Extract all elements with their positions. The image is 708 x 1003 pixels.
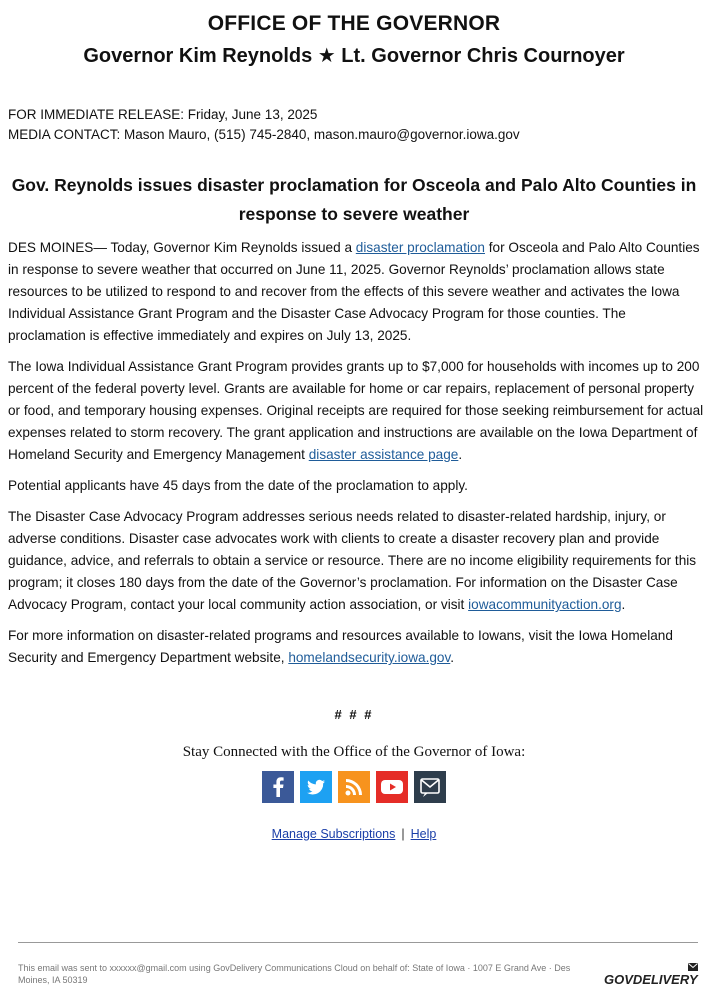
- svg-text:GOVDELIVERY: GOVDELIVERY: [604, 972, 698, 987]
- governors-line: Governor Kim Reynolds ★ Lt. Governor Chris Cournoyer: [83, 45, 625, 67]
- paragraph-grant-program: The Iowa Individual Assistance Grant Program provides grants up to $7,000 for households with incomes up to 200 percent of the federal poverty level. Grants are available for home or car repairs, replacement of personal property or food, and temporary housing expenses. Original receipts are required for those seeking reimbursement for actual expenses related to storm recovery. The grant application and instructions are available on the Iowa Department of Homeland Security and Emergency Management disaster assistance page.: [8, 359, 704, 462]
- release-date: FOR IMMEDIATE RELEASE: Friday, June 13, 2025: [8, 107, 318, 122]
- link-separator: |: [401, 827, 405, 841]
- twitter-icon[interactable]: [300, 771, 332, 803]
- youtube-icon[interactable]: [376, 771, 408, 803]
- email-icon[interactable]: [414, 771, 446, 803]
- paragraph-case-advocacy: The Disaster Case Advocacy Program addresses serious needs related to disaster-related hardship, injury, or adverse conditions. Disaster case advocates work with clients to create a disaster recovery plan and provide guidance, advice, and referrals to obtain a service or resource. There are no income eligibility requirements for this program; it closes 180 days from the date of the Governor’s proclamation. For information on the Disaster Case Advocacy Program, contact your local community action association, or visit iowacommunityaction.org.: [8, 509, 697, 612]
- release-info: [8, 105, 708, 145]
- press-body: [0, 237, 708, 669]
- subscription-links: [0, 827, 708, 841]
- stay-connected-text: Stay Connected with the Office of the Governor of Iowa:: [182, 744, 526, 760]
- paragraph-intro: DES MOINES— Today, Governor Kim Reynolds issued a disaster proclamation for Osceola and Palo Alto Counties in response to severe weather that occurred on June 11, 2025. Governor Reynolds’ proclamation allows state resources to be utilized to respond to and recover from the effects of this severe weather and activates the Iowa Individual Assistance Grant Program and the Disaster Case Advocacy Program for those counties. The proclamation is effective immediately and expires on July 13, 2025.: [8, 240, 700, 343]
- disaster-proclamation-link[interactable]: disaster proclamation: [355, 240, 485, 255]
- footer-divider: [18, 942, 698, 943]
- homeland-security-link[interactable]: homelandsecurity.iowa.gov: [288, 650, 451, 665]
- paragraph-deadline: Potential applicants have 45 days from the date of the proclamation to apply.: [8, 478, 468, 493]
- paragraph-more-info: For more information on disaster-related programs and resources available to Iowans, visit the Iowa Homeland Security and Emergency Department website, homelandsecurity.iowa.gov.: [8, 628, 673, 665]
- help-link[interactable]: Help: [410, 827, 437, 841]
- disaster-assistance-page-link[interactable]: disaster assistance page: [308, 447, 459, 462]
- end-marker: # # #: [334, 707, 374, 722]
- iowa-community-action-link[interactable]: iowacommunityaction.org: [468, 597, 622, 612]
- press-headline: Gov. Reynolds issues disaster proclamation for Osceola and Palo Alto Counties in response to severe weather: [11, 175, 697, 224]
- manage-subscriptions-link[interactable]: Manage Subscriptions: [271, 827, 396, 841]
- footer-note: This email was sent to xxxxxx@gmail.com using GovDelivery Communications Cloud on behalf of: State of Iowa · 1007 E Grand Ave · Des Moines, IA 50319: [18, 963, 571, 985]
- social-links: [0, 771, 708, 803]
- rss-icon[interactable]: [338, 771, 370, 803]
- facebook-icon[interactable]: [262, 771, 294, 803]
- office-title: OFFICE OF THE GOVERNOR: [207, 12, 501, 35]
- media-contact: MEDIA CONTACT: Mason Mauro, (515) 745-2840, mason.mauro@governor.iowa.gov: [8, 127, 520, 142]
- govdelivery-logo: [604, 962, 700, 990]
- press-header: [0, 0, 708, 73]
